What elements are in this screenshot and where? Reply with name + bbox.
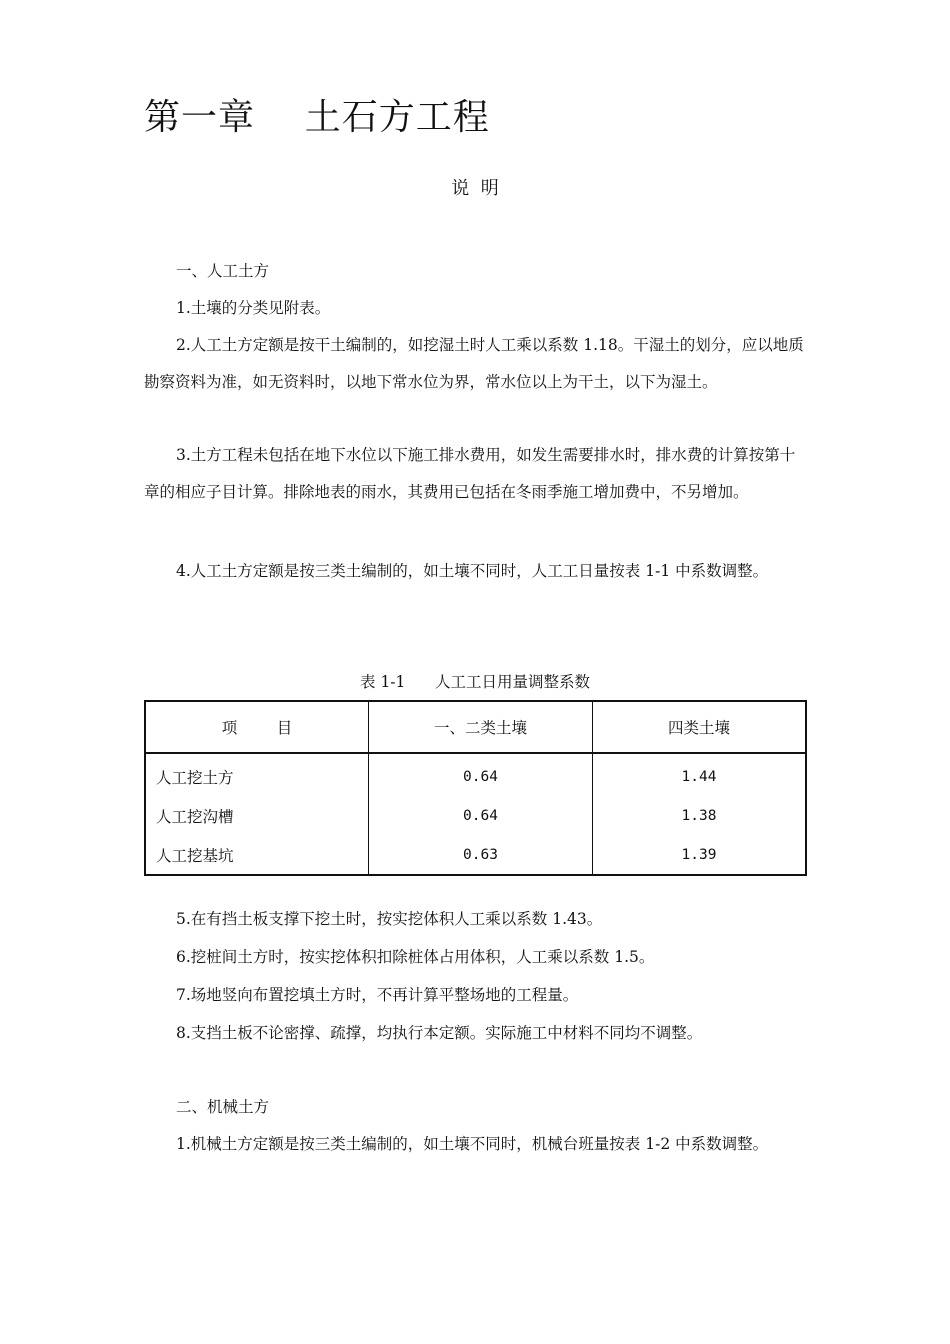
paragraph-3: 3.土方工程未包括在地下水位以下施工排水费用，如发生需要排水时，排水费的计算按第十章的相应子目计算。排除地表的雨水，其费用已包括在冬雨季施工增加费中，不另增加。 xyxy=(144,446,796,501)
paragraph-1: 1.土壤的分类见附表。 xyxy=(176,299,331,317)
table-row xyxy=(145,796,806,835)
chapter-title: 第一章 土石方工程 xyxy=(144,97,490,138)
paragraph-4: 4.人工土方定额是按三类土编制的，如土壤不同时，人工工日量按表 1-1 中系数调整。 xyxy=(176,562,769,580)
paragraph-7: 7.场地竖向布置挖填土方时，不再计算平整场地的工程量。 xyxy=(176,986,579,1004)
paragraph-machine-1: 1.机械土方定额是按三类土编制的，如土壤不同时，机械台班量按表 1-2 中系数调整。 xyxy=(176,1135,769,1153)
cell-value: 0.64 xyxy=(369,796,593,835)
section-subtitle: 说 明 xyxy=(451,178,499,199)
row-label: 人工挖基坑 xyxy=(145,835,369,875)
paragraph-8: 8.支挡土板不论密撑、疏撑，均执行本定额。实际施工中材料不同均不调整。 xyxy=(176,1024,703,1042)
column-header-item: 项 目 xyxy=(145,701,369,753)
cell-value: 0.63 xyxy=(369,835,593,875)
paragraph-5: 5.在有挡土板支撑下挖土时，按实挖体积人工乘以系数 1.43。 xyxy=(176,910,603,928)
table-row xyxy=(145,835,806,875)
table-caption: 表 1-1 人工工日用量调整系数 xyxy=(360,673,590,691)
adjustment-coefficient-table xyxy=(144,700,807,876)
table-header-row xyxy=(145,701,806,753)
row-label: 人工挖土方 xyxy=(145,753,369,796)
section-heading-mechanical-earthwork: 二、机械土方 xyxy=(176,1098,270,1116)
column-header-class-1-2-soil: 一、二类土壤 xyxy=(369,701,593,753)
paragraph-2: 2.人工土方定额是按干土编制的，如挖湿土时人工乘以系数 1.18。干湿土的划分，应以地质勘察资料为准，如无资料时，以地下常水位为界，常水位以上为干土，以下为湿土。 xyxy=(144,336,804,391)
section-heading-manual-earthwork: 一、人工土方 xyxy=(176,262,270,280)
paragraph-6: 6.挖桩间土方时，按实挖体积扣除桩体占用体积，人工乘以系数 1.5。 xyxy=(176,948,655,966)
row-label: 人工挖沟槽 xyxy=(145,796,369,835)
cell-value: 1.44 xyxy=(593,753,807,796)
cell-value: 1.39 xyxy=(593,835,807,875)
table-row xyxy=(145,753,806,796)
column-header-class-4-soil: 四类土壤 xyxy=(593,701,807,753)
cell-value: 1.38 xyxy=(593,796,807,835)
cell-value: 0.64 xyxy=(369,753,593,796)
